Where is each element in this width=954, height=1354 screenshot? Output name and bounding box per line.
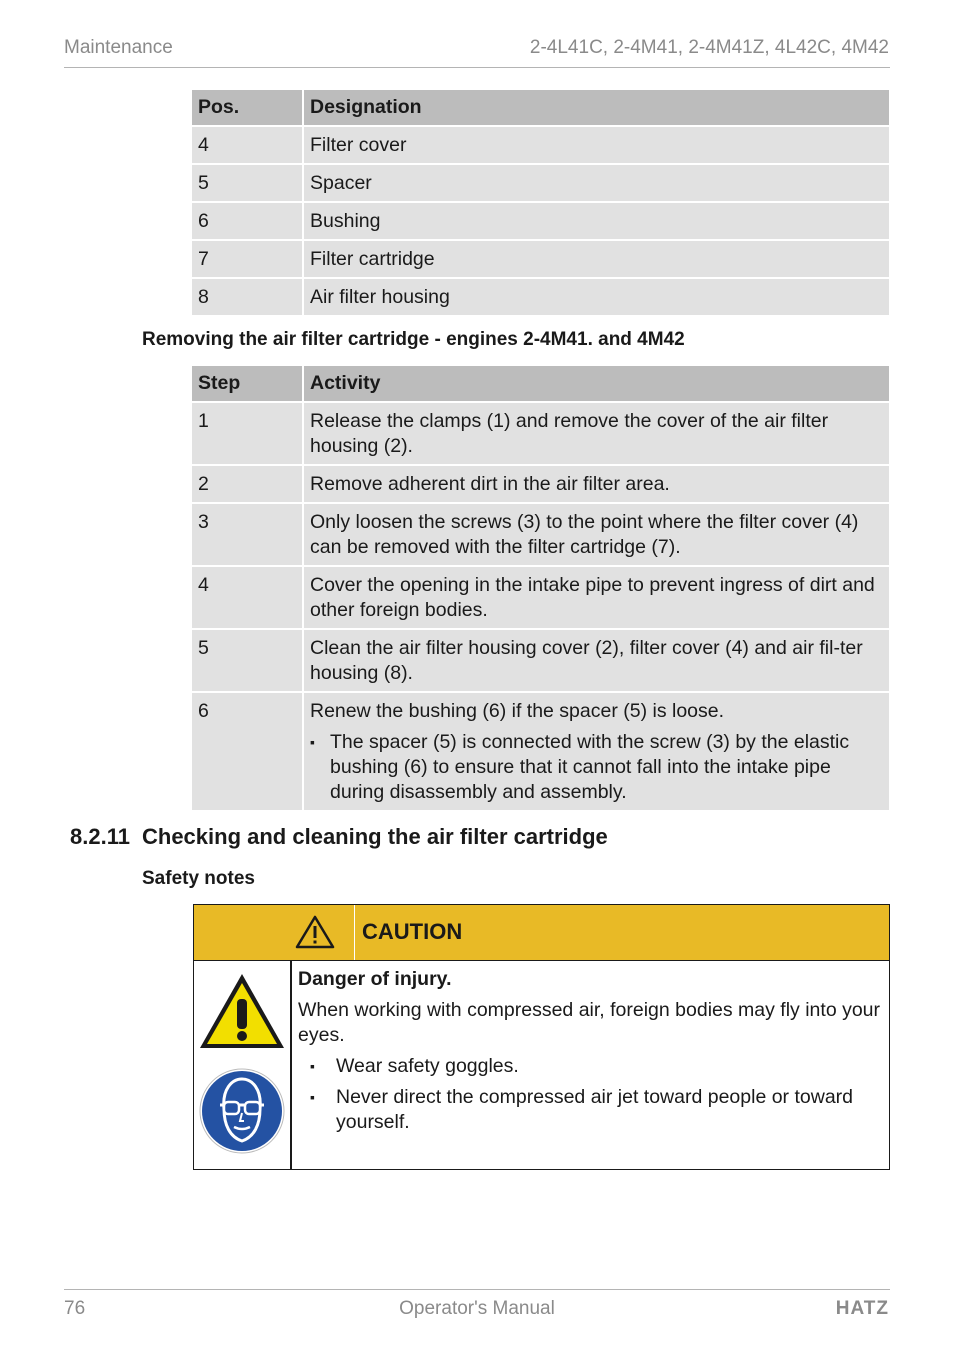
activity-cell: Only loosen the screws (3) to the point where the filter cover (4) can be removed with the filter cartridge (7). bbox=[302, 504, 889, 565]
caution-bar-divider bbox=[354, 905, 355, 960]
step-table bbox=[192, 364, 889, 812]
designation-cell: Filter cartridge bbox=[302, 241, 889, 277]
table-row bbox=[192, 567, 889, 628]
caution-label: CAUTION bbox=[362, 919, 463, 944]
section-title: Checking and cleaning the air filter cartridge bbox=[142, 824, 608, 849]
caution-box bbox=[193, 904, 890, 1170]
header-models: 2-4L41C, 2-4M41, 2-4M41Z, 4L42C, 4M42 bbox=[529, 37, 889, 58]
activity-text: Renew the bushing (6) if the spacer (5) is loose. bbox=[310, 700, 725, 722]
designation-cell: Filter cover bbox=[302, 127, 889, 163]
step-cell: 1 bbox=[192, 403, 302, 464]
table-row bbox=[192, 279, 889, 315]
header-section: Maintenance bbox=[64, 37, 173, 58]
column-header-pos: Pos. bbox=[192, 90, 302, 125]
caution-body bbox=[298, 967, 883, 1135]
column-header-step: Step bbox=[192, 366, 302, 401]
table-row bbox=[192, 165, 889, 201]
caution-bullet-text: Wear safety goggles. bbox=[336, 1055, 519, 1077]
caution-triangle-icon bbox=[294, 914, 336, 950]
table-row bbox=[192, 504, 889, 565]
activity-cell: Clean the air filter housing cover (2), filter cover (4) and air fil-ter housing (8). bbox=[302, 630, 889, 691]
safety-goggles-icon bbox=[194, 1065, 290, 1165]
table-row bbox=[192, 630, 889, 691]
pos-cell: 6 bbox=[192, 203, 302, 239]
table-header-row bbox=[192, 366, 889, 401]
table-row bbox=[192, 466, 889, 502]
bullet-square-icon: ▪ bbox=[310, 1058, 315, 1074]
pos-cell: 8 bbox=[192, 279, 302, 315]
brand-logo: HATZ bbox=[835, 1298, 889, 1319]
removing-heading: Removing the air filter cartridge - engines 2-4M41. and 4M42 bbox=[142, 329, 685, 350]
activity-cell bbox=[302, 693, 889, 810]
caution-bullet bbox=[298, 1054, 883, 1079]
activity-bullet-text: The spacer (5) is connected with the screw (3) by the elastic bushing (6) to ensure that it cannot fall into the intake pipe during disassembly and assembly. bbox=[330, 731, 850, 803]
footer-rule bbox=[64, 1289, 890, 1290]
bullet-square-icon: ▪ bbox=[310, 1089, 315, 1105]
caution-icon-column bbox=[194, 961, 292, 1169]
table-row bbox=[192, 127, 889, 163]
header-rule bbox=[64, 67, 890, 68]
designation-cell: Spacer bbox=[302, 165, 889, 201]
designation-cell: Bushing bbox=[302, 203, 889, 239]
step-cell: 2 bbox=[192, 466, 302, 502]
caution-bar bbox=[194, 905, 889, 961]
footer-title: Operator's Manual bbox=[399, 1298, 555, 1319]
step-cell: 6 bbox=[192, 693, 302, 810]
danger-title: Danger of injury. bbox=[298, 968, 452, 990]
table-row bbox=[192, 241, 889, 277]
activity-bullet bbox=[310, 730, 883, 805]
pos-cell: 5 bbox=[192, 165, 302, 201]
section-number: 8.2.11 bbox=[70, 824, 130, 849]
designation-cell: Air filter housing bbox=[302, 279, 889, 315]
activity-cell: Release the clamps (1) and remove the cover of the air filter housing (2). bbox=[302, 403, 889, 464]
table-header-row bbox=[192, 90, 889, 125]
column-header-designation: Designation bbox=[302, 90, 889, 125]
pos-cell: 4 bbox=[192, 127, 302, 163]
caution-bullet-text: Never direct the compressed air jet toward people or toward yourself. bbox=[336, 1086, 853, 1133]
safety-notes-heading: Safety notes bbox=[142, 868, 255, 889]
step-cell: 3 bbox=[192, 504, 302, 565]
caution-text: When working with compressed air, foreign bodies may fly into your eyes. bbox=[298, 999, 881, 1046]
table-row bbox=[192, 403, 889, 464]
position-table bbox=[192, 88, 889, 317]
caution-bullet bbox=[298, 1085, 883, 1135]
table-row bbox=[192, 203, 889, 239]
column-header-activity: Activity bbox=[302, 366, 889, 401]
step-cell: 4 bbox=[192, 567, 302, 628]
bullet-square-icon: ▪ bbox=[310, 734, 315, 750]
page-number: 76 bbox=[64, 1298, 86, 1319]
activity-cell: Cover the opening in the intake pipe to prevent ingress of dirt and other foreign bodies. bbox=[302, 567, 889, 628]
pos-cell: 7 bbox=[192, 241, 302, 277]
table-row bbox=[192, 693, 889, 810]
step-cell: 5 bbox=[192, 630, 302, 691]
activity-cell: Remove adherent dirt in the air filter area. bbox=[302, 466, 889, 502]
section-heading bbox=[70, 824, 608, 850]
